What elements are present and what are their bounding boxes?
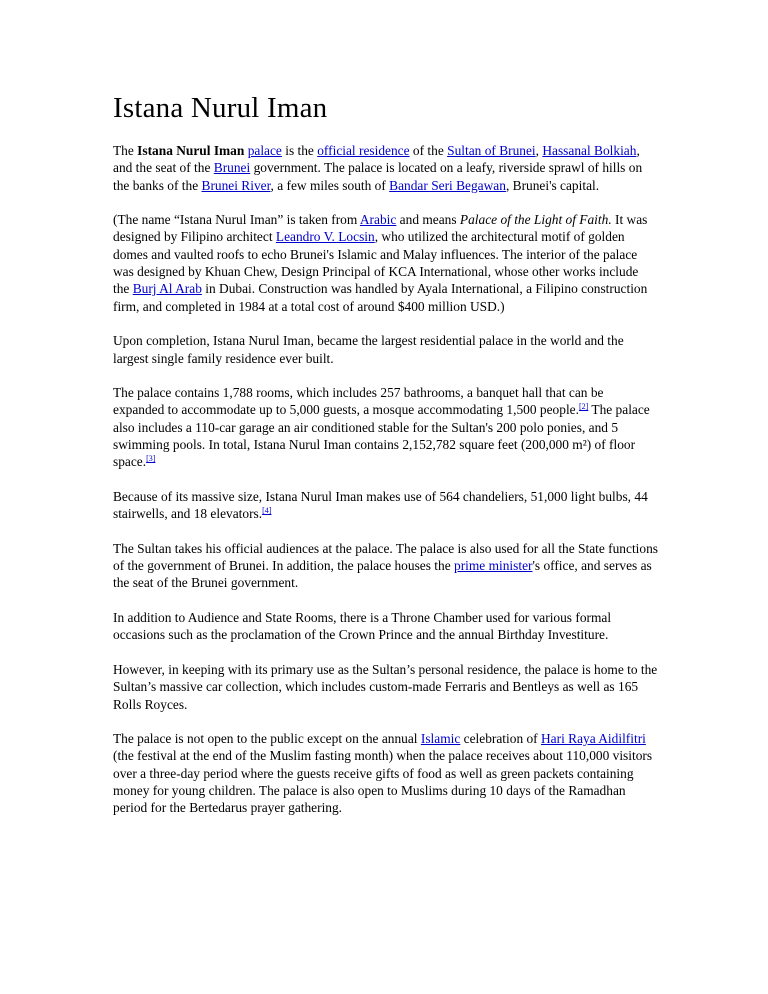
text: , who utilized the architectural motif of golden domes and vaulted roofs to echo Brunei's Islamic and Malay influences. The interior of the palace was designed by Khuan Chew, Design Principal of KCA International, whose other works include the — [113, 229, 639, 297]
link-burj-al-arab[interactable]: Burj Al Arab — [132, 281, 202, 297]
text: (The name “Istana Nurul Iman” is taken from — [113, 212, 360, 228]
text: , and the seat of the — [113, 143, 640, 176]
paragraph-audiences — [113, 540, 658, 592]
paragraph-name-origin — [113, 211, 658, 315]
link-prime-minister[interactable]: prime minister — [454, 558, 533, 574]
page-title: Istana Nurul Iman — [113, 92, 328, 124]
paragraph-size — [113, 488, 658, 523]
reference-4[interactable] — [262, 506, 271, 515]
link-leandro-locsin[interactable]: Leandro V. Locsin — [275, 229, 375, 245]
paragraph-public-access — [113, 730, 658, 816]
paragraph-intro — [113, 142, 658, 194]
bold-title: Istana Nurul Iman — [137, 143, 245, 158]
text: The palace contains 1,788 rooms, which includes 257 bathrooms, a banquet hall that can be expanded to accommodate up to 5,000 guests, a mosque accommodating 1,500 people. — [113, 385, 604, 418]
reference-2[interactable] — [579, 402, 588, 411]
link-islamic[interactable]: Islamic — [420, 731, 461, 747]
paragraph-throne-chamber: In addition to Audience and State Rooms, there is a Throne Chamber used for various formal occasions such as the proclamation of the Crown Prince and the annual Birthday Investiture. — [113, 610, 612, 643]
link-arabic[interactable]: Arabic — [359, 212, 397, 228]
link-sultan-of-brunei[interactable]: Sultan of Brunei — [447, 143, 536, 158]
text: , — [535, 143, 543, 158]
text: of the — [409, 143, 448, 158]
link-brunei[interactable]: Brunei — [213, 160, 251, 176]
text: The Sultan takes his official audiences at the palace. The palace is also used for all the State functions of the government of Brunei. In addition, the palace houses the — [113, 540, 658, 574]
text: (the festival at the end of the Muslim fasting month) when the palace receives about 110,000 visitors over a three-day period where the guests receive gifts of food as well as green packets containing money for young children. The palace is also open to Muslims during 10 days of the Ramadhan period for the Bertedarus prayer gathering. — [113, 748, 653, 816]
reference-link[interactable]: [4] — [262, 506, 272, 516]
link-official-residence[interactable]: official residence — [317, 143, 410, 158]
link-palace[interactable]: palace — [247, 143, 282, 158]
link-hari-raya-aidilfitri[interactable]: Hari Raya Aidilfitri — [541, 731, 646, 747]
document-page — [113, 88, 658, 834]
text: is the — [281, 143, 318, 158]
text: , Brunei's capital. — [505, 177, 600, 193]
reference-link[interactable]: [3] — [146, 454, 156, 464]
italic-meaning: Palace of the Light of Faith. — [459, 212, 612, 228]
reference-3[interactable] — [146, 454, 155, 463]
text: The palace is not open to the public except on the annual — [113, 731, 421, 747]
reference-link[interactable]: [2] — [578, 402, 589, 412]
text: It was designed by Filipino architect — [113, 212, 648, 245]
text: The palace also includes a 110-car garage an air conditioned stable for the Sultan's 200 polo ponies, and 5 swimming pools. In total, Istana Nurul Iman contains 2,152,782 square feet (200,000 m²) of floor space. — [113, 402, 650, 470]
text: and means — [396, 212, 460, 228]
link-bandar-seri-begawan[interactable]: Bandar Seri Begawan — [389, 177, 506, 193]
paragraph-car-collection: However, in keeping with its primary use as the Sultan’s personal residence, the palace is home to the Sultan’s massive car collection, which includes custom-made Ferraris and Bentleys as well as 165 Rolls Royces. — [113, 661, 658, 712]
text: government. The palace is located on a leafy, riverside sprawl of hills on the banks of the — [113, 160, 643, 193]
text: 's office, and serves as the seat of the Brunei government. — [113, 558, 652, 591]
paragraph-rooms — [113, 384, 658, 470]
link-brunei-river[interactable]: Brunei River — [201, 177, 271, 193]
link-hassanal-bolkiah[interactable]: Hassanal Bolkiah — [542, 143, 637, 158]
text: The — [113, 143, 138, 158]
paragraph-completion: Upon completion, Istana Nurul Iman, became the largest residential palace in the world and the largest single family residence ever built. — [113, 333, 624, 366]
text: celebration of — [460, 731, 541, 747]
text: , a few miles south of — [270, 177, 390, 193]
text: in Dubai. Construction was handled by Ayala International, a Filipino construction firm, and completed in 1984 at a total cost of around $400 million USD.) — [113, 281, 648, 314]
text: Because of its massive size, Istana Nurul Iman makes use of 564 chandeliers, 51,000 light bulbs, 44 stairwells, and 18 elevators. — [113, 488, 648, 522]
